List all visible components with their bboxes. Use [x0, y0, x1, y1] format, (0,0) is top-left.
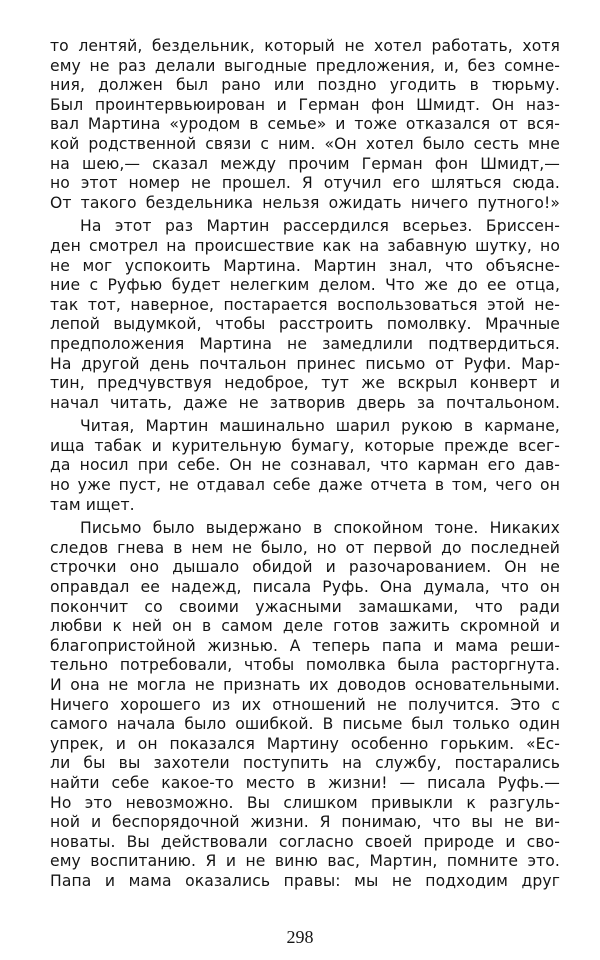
book-page-text	[50, 37, 560, 896]
text-line: лепой выдумкой, чтобы расстроить помолвку. Мрачные	[50, 315, 560, 334]
text-line: на шею,— сказал между прочим Герман фон Шмидт,—	[50, 154, 560, 173]
text-line: ища табак и курительную бумагу, которые прежде всег-	[50, 436, 560, 455]
text-line: Читая, Мартин машинально шарил рукою в кармане,	[80, 417, 560, 436]
paragraph	[50, 217, 560, 413]
text-line: Был проинтервьюирован и Герман фон Шмидт. Он наз-	[50, 95, 560, 114]
text-line: На другой день почтальон принес письмо от Руфи. Мар-	[50, 354, 560, 373]
text-line: Но это невозможно. Вы слишком привыкли к разгуль-	[50, 793, 560, 812]
text-line: следов гнева в нем не было, но от первой до последней	[50, 538, 560, 557]
text-line: самого начала было ошибкой. В письме был только один	[50, 715, 560, 734]
text-line: ден смотрел на происшествие как на забавную шутку, но	[50, 236, 560, 255]
text-line: На этот раз Мартин рассердился всерьез. Бриссен-	[80, 217, 560, 236]
text-line: строчки оно дышало обидой и разочарованием. Он не	[50, 558, 560, 577]
text-line: не мог успокоить Мартина. Мартин знал, что объясне-	[50, 256, 560, 275]
text-line: предположения Мартина не замедлили подтвердиться.	[50, 334, 560, 353]
text-line: то лентяй, бездельник, который не хотел работать, хотя	[50, 37, 560, 55]
text-line: И она не могла не признать их доводов основательными.	[50, 676, 560, 694]
paragraph	[50, 417, 560, 515]
text-line: ему не раз делали выгодные предложения, и, без сомне-	[50, 56, 560, 75]
text-line: там ищет.	[50, 495, 135, 514]
text-line: тельно потребовали, чтобы помолвка была расторгнута.	[50, 656, 560, 675]
text-line: ной и беспорядочной жизни. Я понимаю, что вы не ви-	[50, 813, 560, 832]
text-line: упрек, и он показался Мартину особенно горьким. «Ес-	[50, 734, 560, 753]
paragraph	[50, 37, 560, 213]
page-number: 298	[286, 927, 314, 947]
text-line: кой родственной связи с ним. «Он хотел было сесть мне	[50, 134, 560, 153]
text-line: новаты. Вы действовали согласно своей природе и сво-	[50, 832, 560, 851]
text-line: да носил при себе. Он не сознавал, что карман его дав-	[50, 456, 560, 475]
text-line: покончит со своими ужасными замашками, что ради	[50, 597, 560, 616]
text-line: тин, предчувствуя недоброе, тут же вскрыл конверт и	[50, 374, 560, 393]
text-line: Письмо было выдержано в спокойном тоне. Никаких	[80, 519, 560, 538]
text-line: начал читать, даже не затворив дверь за почтальоном.	[50, 393, 560, 412]
text-line: ния, должен был рано или поздно угодить в тюрьму.	[50, 76, 560, 95]
text-line: любви к ней он в самом деле готов зажить скромной и	[50, 617, 560, 636]
text-line: ему воспитанию. Я и не виню вас, Мартин, помните это.	[50, 852, 560, 871]
text-line: так тот, наверное, постарается воспользоваться этой не-	[50, 295, 560, 314]
text-line: вал Мартина «уродом в семье» и тоже отказался от вся-	[50, 115, 560, 134]
text-line: найти себе какое-то место в жизни! — писала Руфь.—	[50, 773, 560, 792]
text-line: оправдал ее надежд, писала Руфь. Она думала, что он	[50, 578, 560, 597]
paragraph	[50, 519, 560, 891]
text-line: От такого бездельника нельзя ожидать ничего путного!»	[50, 193, 560, 212]
text-line: ли бы вы захотели поступить на службу, постарались	[50, 754, 560, 773]
text-line: Папа и мама оказались правы: мы не подходим друг	[50, 871, 560, 890]
text-line: Ничего хорошего из их отношений не получится. Это с	[50, 695, 560, 714]
text-line: ние с Руфью будет нелегким делом. Что же до ее отца,	[50, 276, 560, 295]
text-line: но этот номер не прошел. Я отучил его шляться сюда.	[50, 174, 560, 193]
text-line: но уже пуст, не отдавал себе даже отчета в том, чего он	[50, 476, 560, 495]
text-line: благопристойной жизнью. А теперь папа и мама реши-	[50, 636, 560, 655]
